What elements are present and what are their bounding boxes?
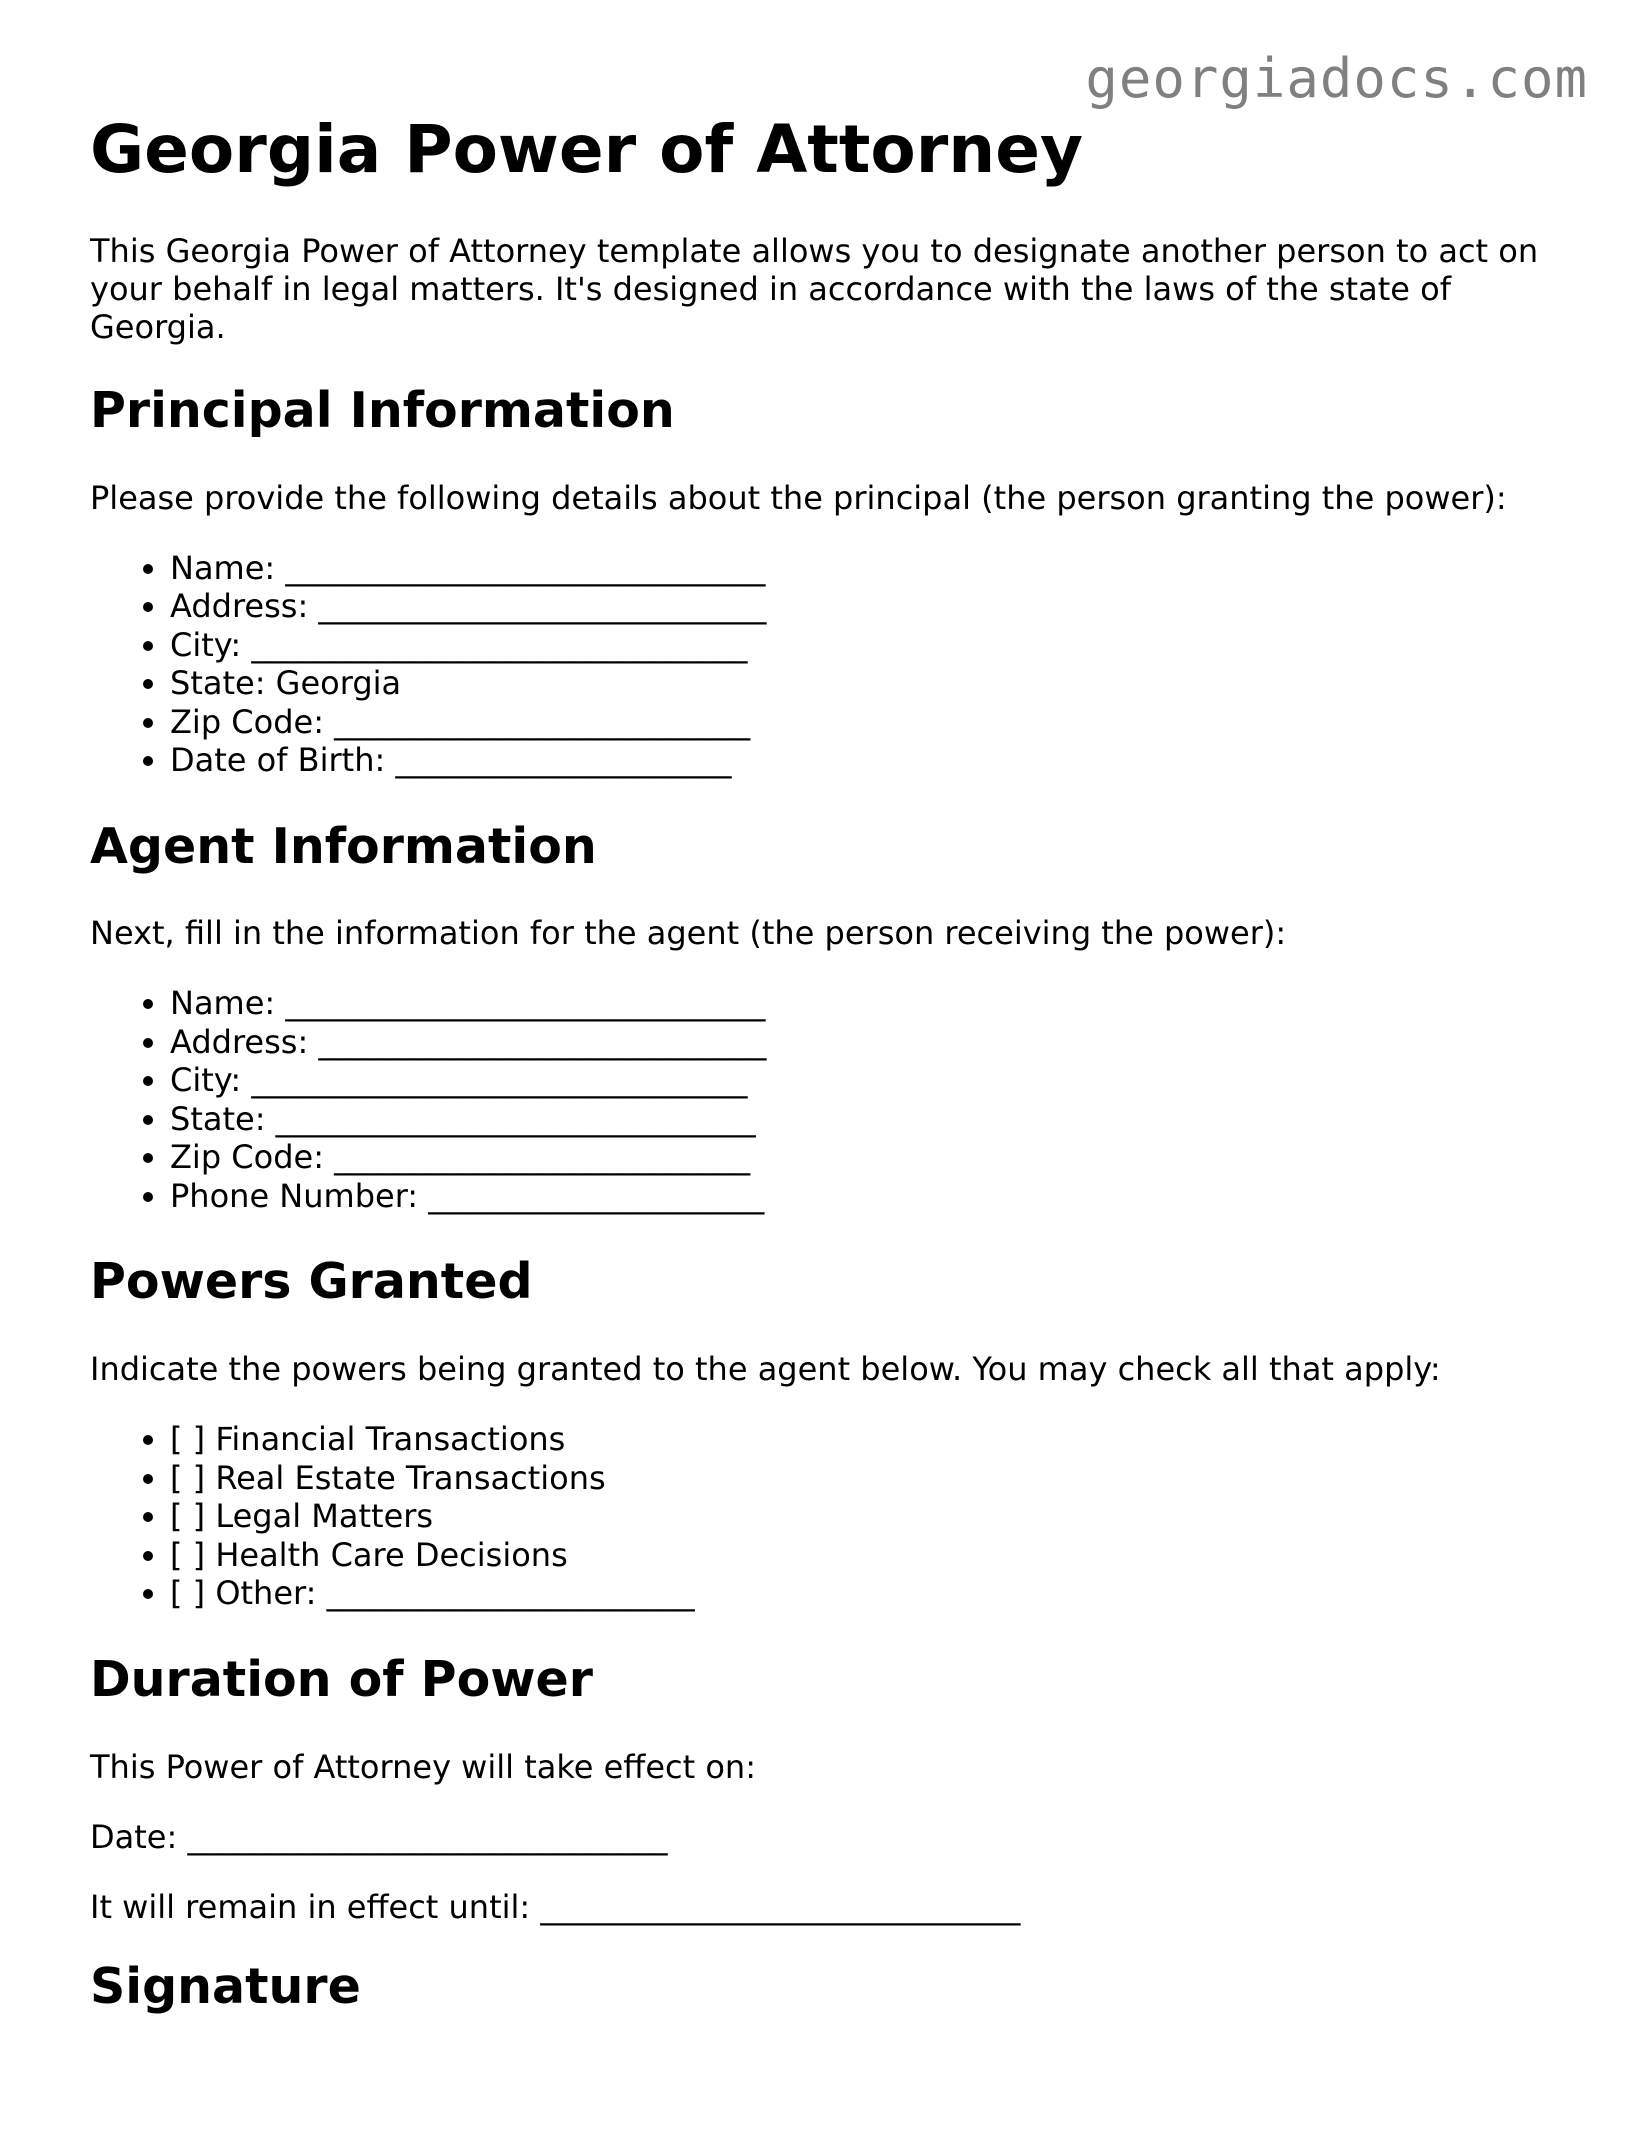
- principal-name-field[interactable]: • Name: ______________________________: [170, 549, 1570, 588]
- principal-state-field: • State: Georgia: [170, 664, 1570, 703]
- duration-date-field[interactable]: Date: ______________________________: [90, 1817, 668, 1856]
- agent-phone-field[interactable]: • Phone Number: _____________________: [170, 1177, 1570, 1216]
- power-option-health-care[interactable]: • [ ] Health Care Decisions: [170, 1536, 1570, 1575]
- agent-city-field[interactable]: • City: _______________________________: [170, 1061, 1570, 1100]
- principal-dob-field[interactable]: • Date of Birth: _____________________: [170, 741, 1570, 780]
- powers-description: Indicate the powers being granted to the agent below. You may check all that apply:: [90, 1350, 1441, 1389]
- powers-option-list: [90, 1420, 1570, 1613]
- signature-section: [90, 1958, 1570, 2017]
- duration-until-field[interactable]: It will remain in effect until: ______________________________: [90, 1887, 1021, 1926]
- principal-address-field[interactable]: • Address: ____________________________: [170, 587, 1570, 626]
- agent-heading: Agent Information: [90, 817, 597, 875]
- powers-heading: Powers Granted: [90, 1253, 533, 1311]
- power-option-real-estate[interactable]: • [ ] Real Estate Transactions: [170, 1459, 1570, 1498]
- principal-zip-field[interactable]: • Zip Code: __________________________: [170, 703, 1570, 742]
- principal-heading: Principal Information: [90, 381, 675, 439]
- agent-state-field[interactable]: • State: ______________________________: [170, 1100, 1570, 1139]
- principal-description: Please provide the following details about the principal (the person granting the power):: [90, 478, 1507, 517]
- agent-section: [90, 818, 1570, 1216]
- agent-description: Next, fill in the information for the agent (the person receiving the power):: [90, 914, 1287, 953]
- agent-field-list: [90, 984, 1570, 1215]
- duration-section: [90, 1651, 1570, 1926]
- agent-name-field[interactable]: • Name: ______________________________: [170, 984, 1570, 1023]
- signature-heading: Signature: [90, 1957, 361, 2015]
- agent-address-field[interactable]: • Address: ____________________________: [170, 1023, 1570, 1062]
- duration-description: This Power of Attorney will take effect on:: [90, 1747, 756, 1786]
- intro-paragraph: This Georgia Power of Attorney template allows you to designate another person to act on your behalf in legal matters. It's designed in accordance with the laws of the state of Georgia.: [90, 231, 1539, 346]
- watermark: georgiadocs.com: [1085, 47, 1588, 110]
- duration-heading: Duration of Power: [90, 1650, 593, 1708]
- document-title: Georgia Power of Attorney: [90, 111, 1084, 188]
- principal-section: [90, 382, 1570, 780]
- powers-section: [90, 1253, 1570, 1612]
- principal-city-field[interactable]: • City: _______________________________: [170, 626, 1570, 665]
- principal-field-list: [90, 549, 1570, 780]
- power-option-financial[interactable]: • [ ] Financial Transactions: [170, 1420, 1570, 1459]
- document-page: [90, 112, 1570, 2054]
- power-option-other[interactable]: • [ ] Other: _______________________: [170, 1574, 1570, 1613]
- power-option-legal[interactable]: • [ ] Legal Matters: [170, 1497, 1570, 1536]
- agent-zip-field[interactable]: • Zip Code: __________________________: [170, 1138, 1570, 1177]
